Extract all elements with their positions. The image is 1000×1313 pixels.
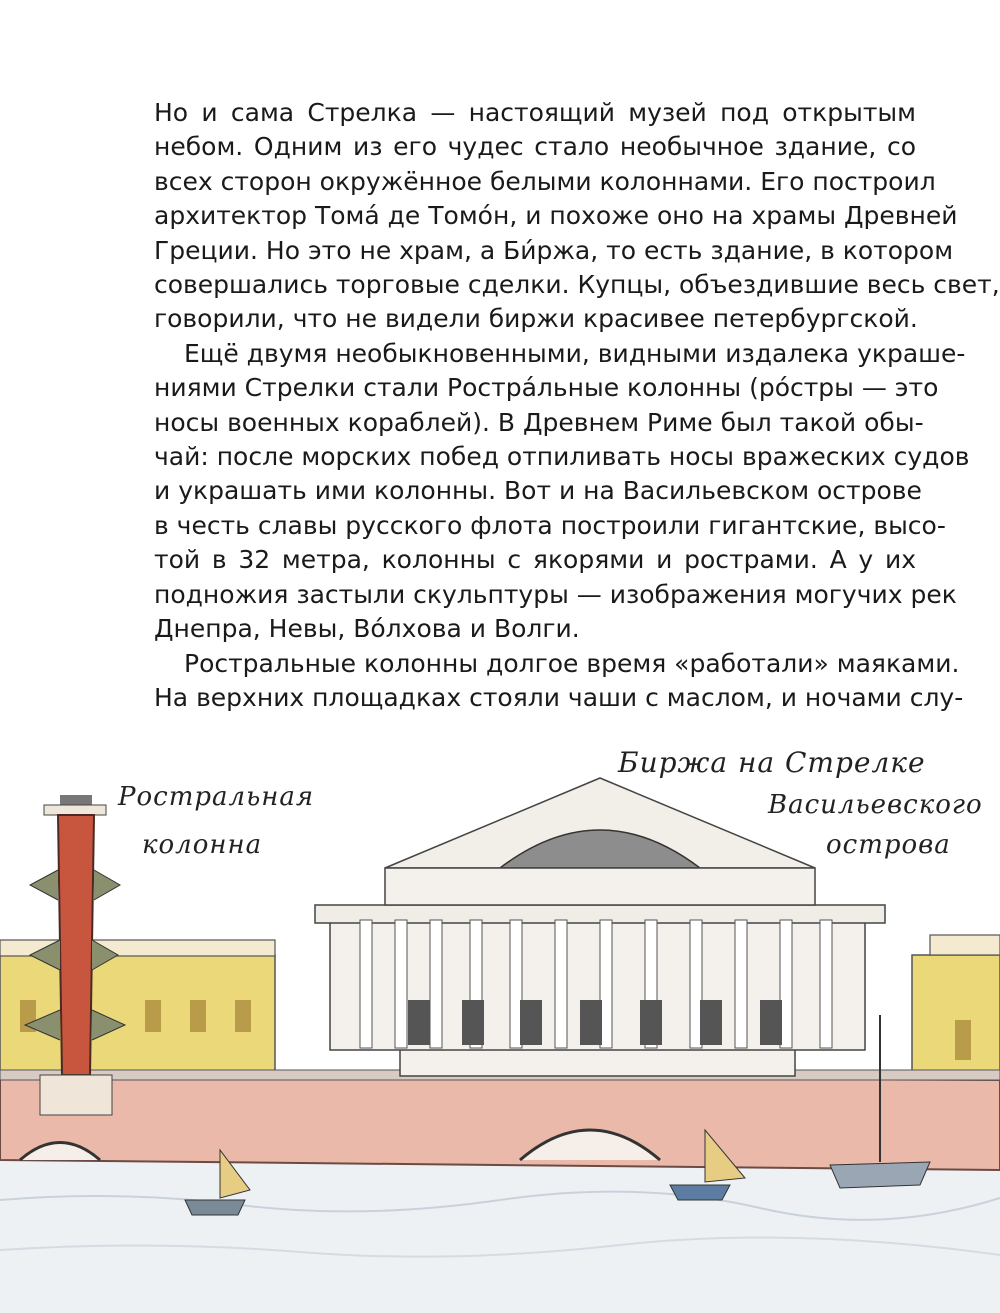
text-line: говорили, что не видели биржи красивее петербургской. [154, 304, 918, 334]
paragraph-1 [154, 96, 1000, 337]
paragraph-2 [154, 337, 970, 647]
text-line: архитектор Тома́ де Томо́н, и похоже оно на храмы Древней [154, 201, 958, 231]
label-column-line2: колонна [142, 830, 263, 860]
text-line: Ростральные колонны долгое время «работали» маяками. [184, 648, 960, 678]
text-line: той в 32 метра, колонны с якорями и рострами. А у их [154, 545, 916, 575]
label-exchange-line1: Биржа на Стрелке [618, 746, 926, 779]
stock-exchange-illustration [0, 730, 1000, 1313]
text-line: ниями Стрелки стали Ростра́льные колонны (ро́стры — это [154, 373, 939, 403]
text-line: Но и сама Стрелка — настоящий музей под открытым [154, 98, 916, 127]
text-line: Греции. Но это не храм, а Би́ржа, то есть здание, в котором [154, 235, 954, 265]
text-line: чай: после морских побед отпиливать носы вражеских судов [154, 442, 970, 472]
text-line: На верхних площадках стояли чаши с маслом, и ночами слу- [154, 682, 964, 712]
article-text [154, 96, 1000, 715]
stock-exchange-building [315, 778, 885, 1076]
text-line: всех сторон окружённое белыми колоннами. Его построил [154, 166, 936, 196]
text-line: в честь славы русского флота построили гигантские, высо- [154, 510, 946, 540]
embankment [0, 1070, 1000, 1170]
text-line: небом. Одним из его чудес стало необычное здание, со [154, 132, 916, 162]
text-line: совершались торговые сделки. Купцы, объездившие весь свет, [154, 270, 1000, 300]
label-column-line1: Ростральная [118, 782, 315, 812]
right-building [912, 935, 1000, 1075]
text-line: Ещё двумя необыкновенными, видными издалека украше- [184, 338, 966, 368]
text-line: носы военных кораблей). В Древнем Риме был такой обы- [154, 407, 924, 437]
text-line: Днепра, Невы, Во́лхова и Волги. [154, 614, 580, 644]
paragraph-3 [154, 647, 964, 716]
text-line: и украшать ими колонны. Вот и на Васильевском острове [154, 476, 922, 506]
label-exchange-line2: Васильевского [768, 790, 983, 820]
text-line: подножия застыли скульптуры — изображения могучих рек [154, 579, 957, 609]
label-exchange-line3: острова [826, 830, 951, 860]
